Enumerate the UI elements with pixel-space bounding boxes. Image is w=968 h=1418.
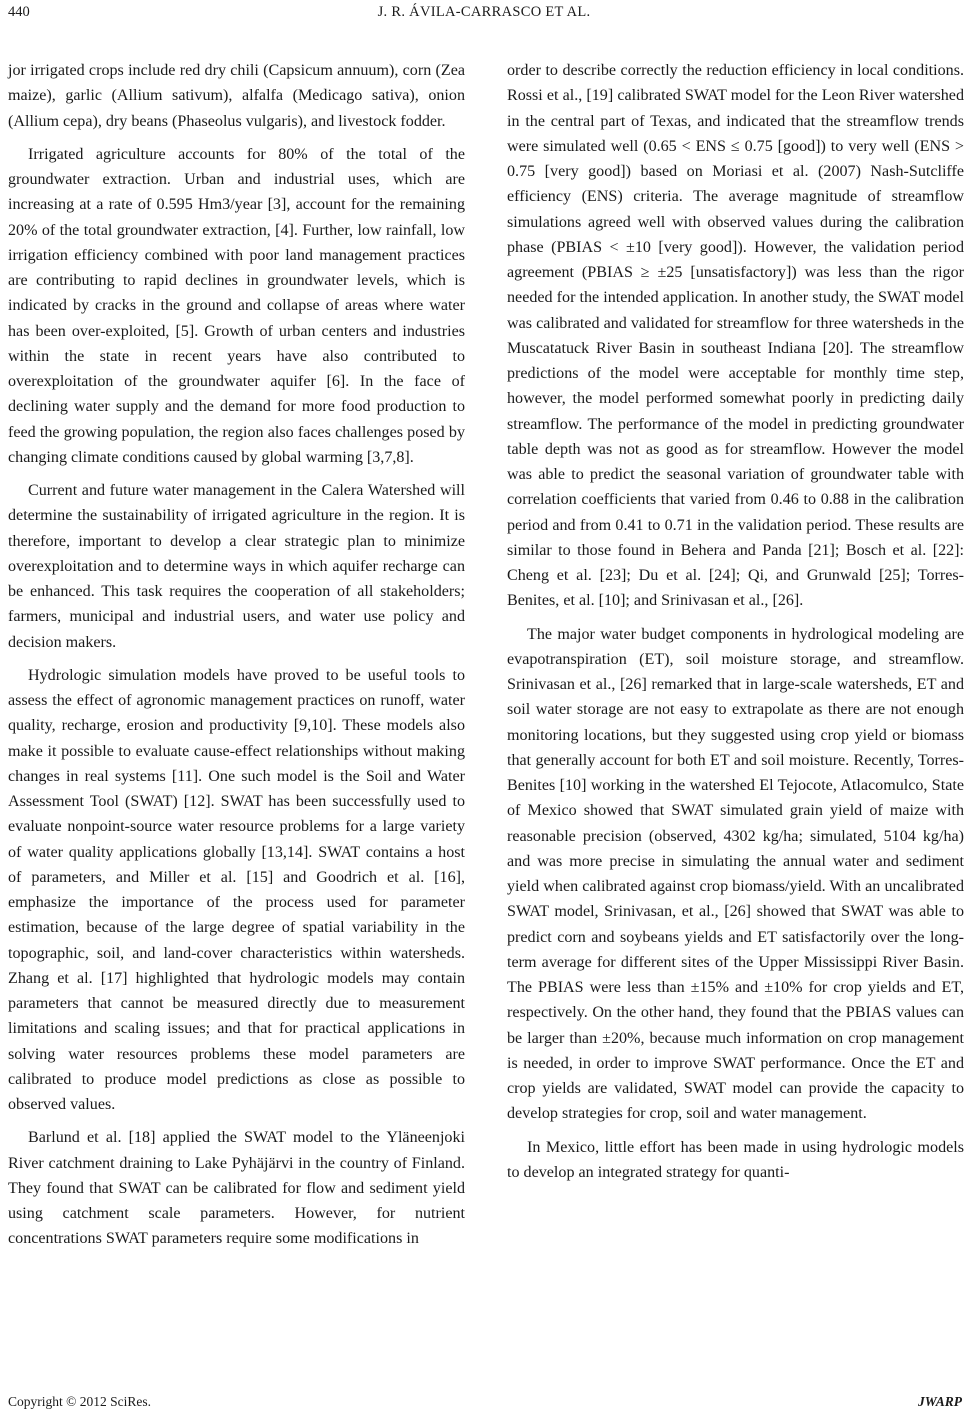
paragraph: Hydrologic simulation models have proved to be useful tools to assess the effect of agronomic management practices on runoff, water quality, recharge, erosion and productivity [9,10]. These models also make it possible to evaluate cause-effect relationships without making changes in real systems [11]. One such model is the Soil and Water Assessment Tool (SWAT) [12]. SWAT has been successfully used to evaluate nonpoint-source water resource problems for a large variety of water quality applications globally [13,14]. SWAT contains a host of parameters, and Miller et al. [15] and Goodrich et al. [16], emphasize the importance of the process used for parameter estimation, because of the large degree of spatial variability in the topographic, soil, and land-cover characteristics within watersheds. Zhang et al. [17] highlighted that hydrologic models may contain parameters that cannot be measured directly due to measurement limitations and scaling issues; and that for practical applications in solving water resources problems these model parameters are calibrated to produce model predictions as close as possible to observed values. [8, 666, 465, 1113]
paragraph: Barlund et al. [18] applied the SWAT model to the Yläneenjoki River catchment draining to Lake Pyhäjärvi in the country of Finland. They found that SWAT can be calibrated for flow and sediment yield using catchment scale parameters. However, for nutrient concentrations SWAT parameters require some modifications in [8, 1129, 465, 1248]
paragraph: order to describe correctly the reduction efficiency in local conditions. Rossi et al., [19] calibrated SWAT model for the Leon River watershed in the central part of Texas, and indicated that the streamflow trends were simulated well (0.65 < ENS ≤ 0.75 [good]) to very well (ENS > 0.75 [very good]) based on Moriasi et al. (2007) Nash-Sutcliffe efficiency (ENS) criteria. The average magnitude of streamflow simulations agreed well with observed values during the calibration phase (PBIAS < ±10 [very good]). However, the validation period agreement (PBIAS ≥ ±25 [unsatisfactory]) was less than the rigor needed for the intended application. In another study, the SWAT model was calibrated and validated for streamflow for three watersheds in the Muscatatuck River Basin in southeast Indiana [20]. The streamflow predictions of the model were acceptable for monthly time step, however, the model performed somewhat poorly in predicting daily streamflow. The performance of the model in predicting groundwater table depth was not as good as for streamflow. However the model was able to predict the seasonal variation of groundwater table with correlation coefficients that varied from 0.46 to 0.88 in the calibration period and from 0.41 to 0.71 in the validation period. These results are similar to those found in Behera and Panda [21]; Bosch et al. [22]: Cheng et al. [23]; Du et al. [24]; Qi, and Grunwald [25]; Torres-Benites, et al. [10]; and Srinivasan et al., [26]. [507, 62, 964, 610]
copyright-notice: Copyright © 2012 SciRes. [8, 1394, 152, 1409]
paragraph: Irrigated agriculture accounts for 80% of the total of the groundwater extraction. Urban and industrial uses, which are increasing at a rate of 0.595 Hm3/year [3], account for the remaining 20% of the total groundwater extraction, [4]. Further, low rainfall, low irrigation efficiency combined with poor land management practices are contributing to rapid declines in groundwater levels, which is indicated by cracks in the ground and collapse of areas where water has been over-exploited, [5]. Growth of urban centers and industries within the state in recent years have also contributed to overexploitation of the groundwater aquifer [6]. In the face of declining water supply and the demand for more food production to feed the growing population, the region also faces challenges posed by changing climate conditions caused by global warming [3,7,8]. [8, 145, 465, 466]
page-number: 440 [8, 4, 30, 20]
journal-name: JWARP [917, 1394, 962, 1409]
page-footer [0, 1394, 968, 1418]
page-header [0, 0, 968, 40]
paragraph: The major water budget components in hydrological modeling are evapotranspiration (ET), soil moisture storage, and streamflow. Srinivasan et al., [26] remarked that in large-scale watersheds, ET and soil water storage are not easy to extrapolate as there are not enough monitoring locations, but they suggested using crop yield or biomass that generally account for both ET and soil moisture. Recently, Torres-Benites [10] working in the watershed El Tejocote, Atlacomulco, State of Mexico showed that SWAT simulated grain yield of maize with reasonable precision (observed, 4302 kg/ha; simulated, 5104 kg/ha) and was more precise in simulating the annual water and sediment yield when calibrated against crop biomass/yield. With an uncalibrated SWAT model, Srinivasan, et al., [26] showed that SWAT was able to predict corn and soybeans yields and ET satisfactorily over the long-term average for different sites of the Upper Mississippi River Basin. The PBIAS were less than ±15% and ±10% for crop yields and ET, respectively. On the other hand, they found that the PBIAS values can be larger than ±20%, because much information on crop management is needed, in order to improve SWAT performance. Once the ET and crop yields are validated, SWAT model can provide the capacity to develop strategies for crop, soil and water management. [507, 625, 964, 1123]
paragraph: jor irrigated crops include red dry chili (Capsicum annuum), corn (Zea maize), garlic (Allium sativum), alfalfa (Medicago sativa), onion (Allium cepa), dry beans (Phaseolus vulgaris), and livestock fodder. [8, 62, 465, 130]
right-column [507, 58, 964, 1185]
paragraph: Current and future water management in the Calera Watershed will determine the sustainability of irrigated agriculture in the region. It is therefore, important to develop a clear strategic plan to minimize overexploitation and to determine ways in which aquifer recharge can be enhanced. This task requires the cooperation of all stakeholders; farmers, municipal and industrial users, and water use policy and decision makers. [8, 482, 465, 651]
running-head: J. R. ÁVILA-CARRASCO ET AL. [377, 4, 591, 20]
left-column [8, 58, 465, 1252]
paragraph: In Mexico, little effort has been made in using hydrologic models to develop an integrated strategy for quanti- [507, 1138, 964, 1181]
